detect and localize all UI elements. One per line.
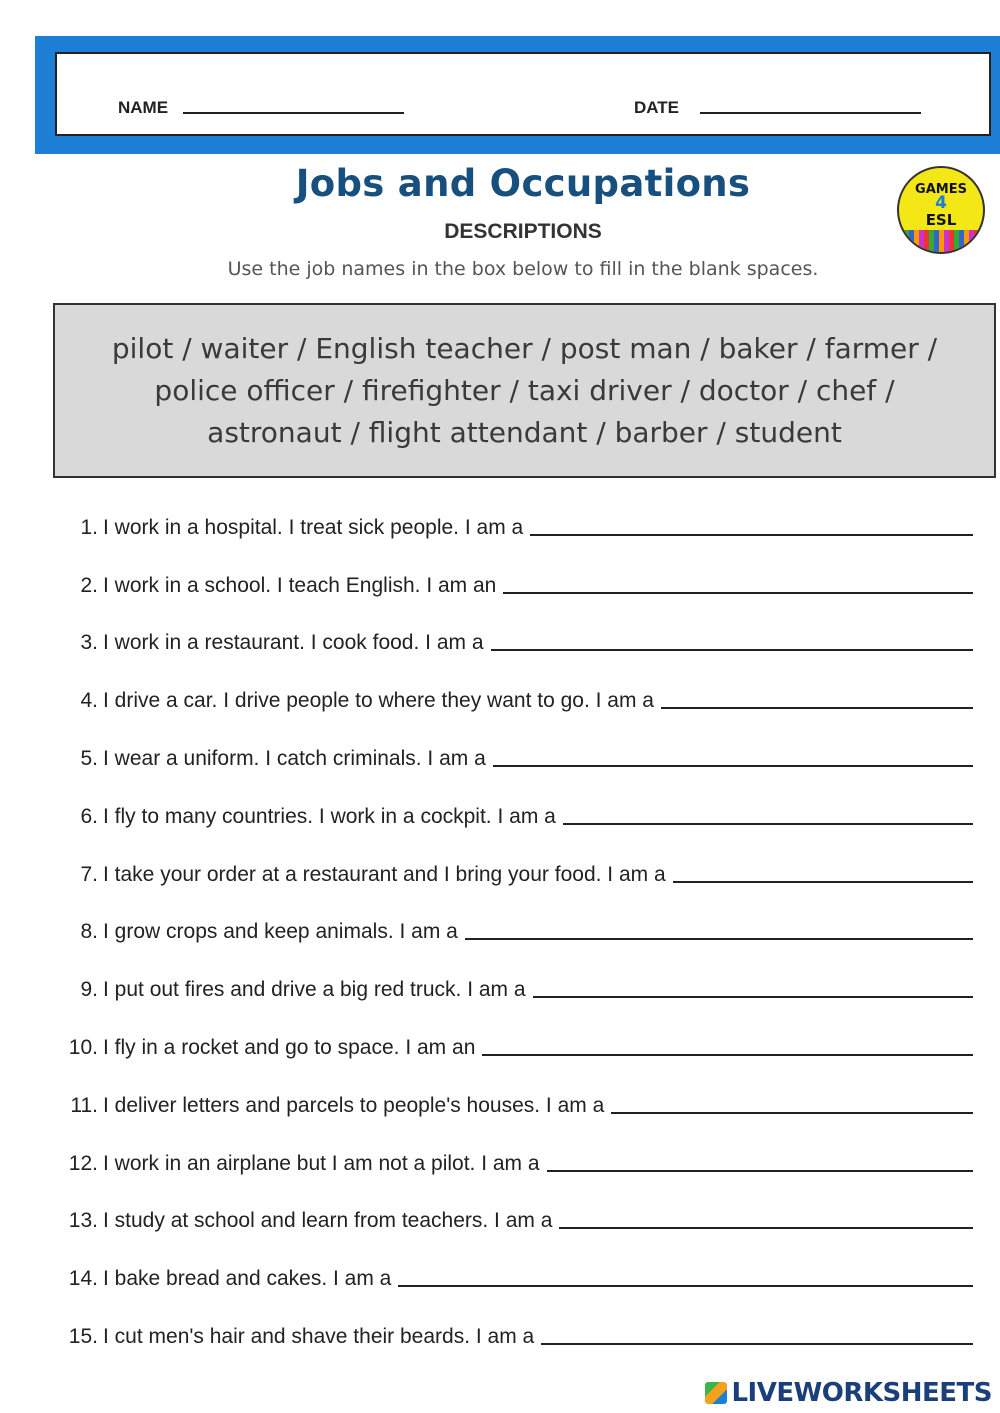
question-number: 15.	[68, 1325, 98, 1348]
question-text: I work in a school. I teach English. I am an	[103, 574, 497, 597]
question-number: 9.	[80, 978, 98, 1001]
logo-line-2: 4	[935, 193, 947, 213]
games4esl-logo	[897, 166, 985, 254]
logo-line-3: ESL	[925, 211, 957, 229]
question-number: 6.	[80, 805, 98, 828]
answer-field[interactable]	[491, 629, 973, 651]
question-text: I fly in a rocket and go to space. I am an	[103, 1036, 476, 1059]
question-text: I work in a hospital. I treat sick people. I am a	[103, 516, 524, 539]
question-row	[62, 737, 973, 771]
liveworksheets-brand: LIVEWORKSHEETS	[731, 1378, 992, 1408]
date-field[interactable]	[700, 112, 921, 114]
question-number: 7.	[80, 863, 98, 886]
question-number: 2.	[80, 574, 98, 597]
question-row	[62, 564, 973, 598]
question-row	[62, 1084, 973, 1118]
header-box	[55, 52, 991, 136]
question-text: I work in an airplane but I am not a pilot. I am a	[103, 1152, 540, 1175]
name-field[interactable]	[183, 112, 404, 114]
question-text: I study at school and learn from teachers. I am a	[103, 1209, 553, 1232]
question-text: I deliver letters and parcels to people's houses. I am a	[103, 1094, 605, 1117]
pencils-decoration	[899, 230, 983, 252]
liveworksheets-logo[interactable]	[705, 1378, 992, 1408]
answer-field[interactable]	[541, 1323, 973, 1345]
question-number: 4.	[80, 689, 98, 712]
answer-field[interactable]	[482, 1034, 973, 1056]
answer-field[interactable]	[661, 687, 973, 709]
question-text: I bake bread and cakes. I am a	[103, 1267, 392, 1290]
page-title: Jobs and Occupations	[295, 162, 751, 205]
question-row	[62, 621, 973, 655]
question-row	[62, 910, 973, 944]
word-box-line: astronaut / flight attendant / barber / student	[207, 415, 842, 449]
liveworksheets-mark-icon	[705, 1382, 727, 1404]
question-row	[62, 968, 973, 1002]
question-number: 11.	[70, 1094, 98, 1117]
question-row	[62, 1199, 973, 1233]
question-text: I take your order at a restaurant and I bring your food. I am a	[103, 863, 666, 886]
date-label: DATE	[634, 98, 680, 117]
question-row	[62, 506, 973, 540]
question-number: 1.	[80, 516, 98, 539]
logo-line-1: GAMES	[915, 182, 967, 197]
question-number: 10.	[68, 1036, 98, 1059]
answer-field[interactable]	[465, 918, 973, 940]
question-row	[62, 1026, 973, 1060]
question-number: 3.	[80, 631, 98, 654]
question-number: 13.	[68, 1209, 98, 1232]
question-row	[62, 1315, 973, 1349]
question-row	[62, 679, 973, 713]
question-row	[62, 1257, 973, 1291]
answer-field[interactable]	[530, 514, 973, 536]
page-subtitle: DESCRIPTIONS	[444, 220, 602, 243]
answer-field[interactable]	[503, 572, 973, 594]
question-row	[62, 795, 973, 829]
word-box-line: police officer / firefighter / taxi driver / doctor / chef /	[154, 373, 895, 407]
question-text: I put out fires and drive a big red truck. I am a	[103, 978, 526, 1001]
name-label: NAME	[118, 98, 169, 117]
word-box	[53, 303, 996, 478]
answer-field[interactable]	[559, 1207, 973, 1229]
answer-field[interactable]	[533, 976, 973, 998]
answer-field[interactable]	[398, 1265, 973, 1287]
question-text: I fly to many countries. I work in a cockpit. I am a	[103, 805, 556, 828]
answer-field[interactable]	[673, 861, 973, 883]
word-box-line: pilot / waiter / English teacher / post man / baker / farmer /	[111, 331, 938, 365]
answer-field[interactable]	[563, 803, 973, 825]
question-text: I wear a uniform. I catch criminals. I am a	[103, 747, 486, 770]
question-text: I work in a restaurant. I cook food. I am a	[103, 631, 484, 654]
question-row	[62, 1142, 973, 1176]
question-row	[62, 853, 973, 887]
question-text: I cut men's hair and shave their beards. I am a	[103, 1325, 535, 1348]
answer-field[interactable]	[611, 1092, 973, 1114]
question-number: 5.	[80, 747, 98, 770]
question-number: 14.	[68, 1267, 98, 1290]
question-text: I grow crops and keep animals. I am a	[103, 920, 458, 943]
question-text: I drive a car. I drive people to where they want to go. I am a	[103, 689, 654, 712]
answer-field[interactable]	[493, 745, 973, 767]
question-number: 8.	[80, 920, 98, 943]
question-number: 12.	[68, 1152, 98, 1175]
answer-field[interactable]	[547, 1150, 973, 1172]
instructions: Use the job names in the box below to fill in the blank spaces.	[227, 258, 819, 280]
